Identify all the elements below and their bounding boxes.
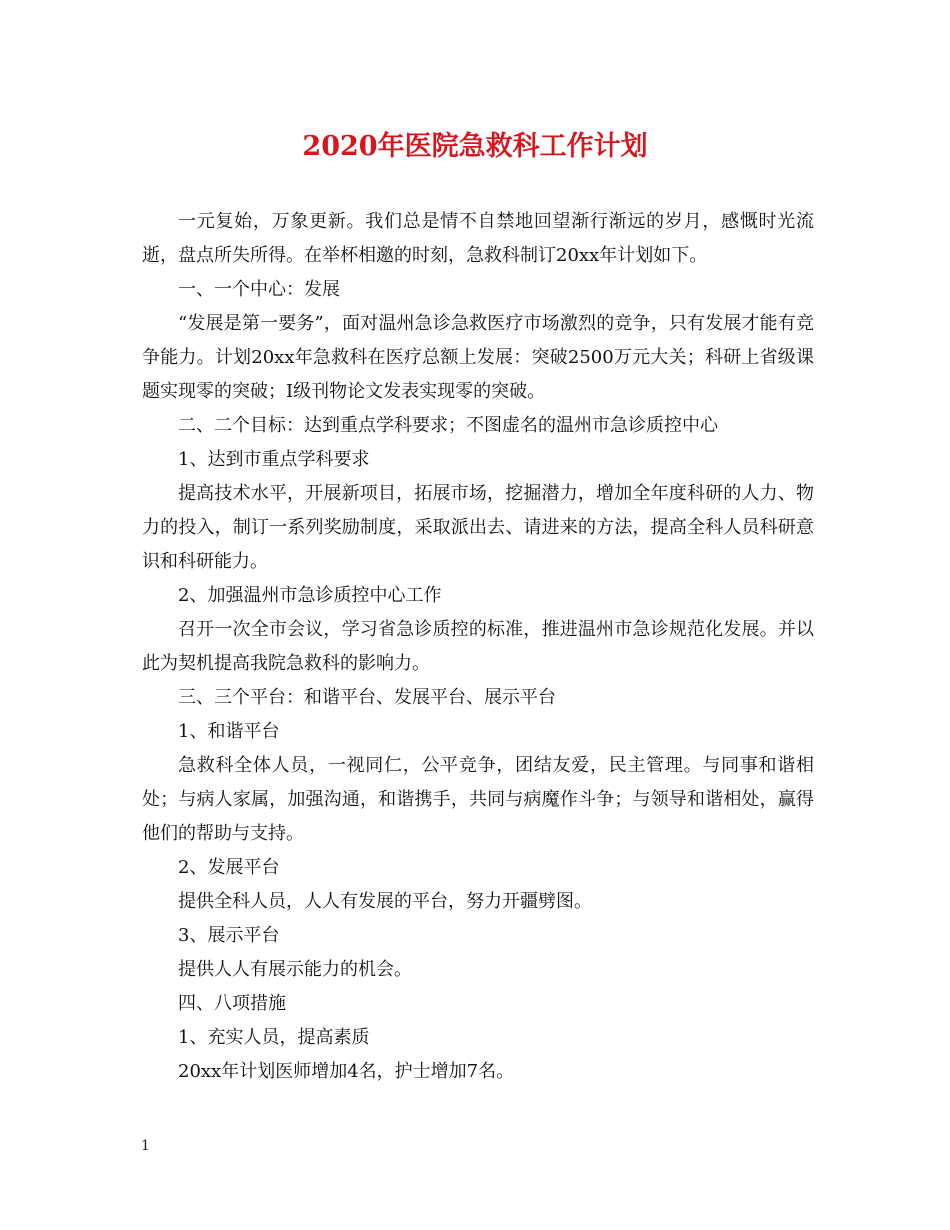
subheading-quality-center: 2、加强温州市急诊质控中心工作 [178, 585, 442, 606]
paragraph-development-platform: 提供全科人员，人人有发展的平台，努力开疆劈图。 [178, 891, 592, 912]
subheading-key-discipline: 1、达到市重点学科要求 [178, 449, 370, 470]
paragraph-key-discipline: 提高技术水平，开展新项目，拓展市场，挖掘潜力，增加全年度科研的人力、物力的投入，制订一系列奖励制度，采取派出去、请进来的方法，提高全科人员科研意识和科研能力。 [142, 483, 814, 572]
document-body [142, 205, 814, 1089]
heading-two-goals: 二、二个目标：达到重点学科要求；不图虚名的温州市急诊质控中心 [178, 415, 718, 436]
heading-one-center: 一、一个中心：发展 [178, 279, 340, 300]
subheading-showcase-platform: 3、展示平台 [178, 925, 280, 946]
paragraph-harmony-platform: 急救科全体人员，一视同仁，公平竞争，团结友爱，民主管理。与同事和谐相处；与病人家属，加强沟通，和谐携手，共同与病魔作斗争；与领导和谐相处，赢得他们的帮助与支持。 [142, 755, 814, 844]
heading-three-platforms: 三、三个平台：和谐平台、发展平台、展示平台 [178, 687, 556, 708]
subheading-harmony-platform: 1、和谐平台 [178, 721, 280, 742]
paragraph-staffing: 20xx年计划医师增加4名，护士增加7名。 [178, 1061, 515, 1082]
subheading-development-platform: 2、发展平台 [178, 857, 280, 878]
page-number: 1 [141, 1138, 150, 1154]
paragraph-development: “发展是第一要务”，面对温州急诊急救医疗市场激烈的竞争，只有发展才能有竞争能力。计划20xx年急救科在医疗总额上发展：突破2500万元大关；科研上省级课题实现零的突破；Ⅰ级刊物论文发表实现零的突破。 [142, 313, 814, 402]
subheading-staffing: 1、充实人员，提高素质 [178, 1027, 370, 1048]
paragraph-intro: 一元复始，万象更新。我们总是情不自禁地回望渐行渐远的岁月，感慨时光流逝，盘点所失所得。在举杯相邀的时刻，急救科制订20xx年计划如下。 [142, 211, 814, 266]
paragraph-showcase-platform: 提供人人有展示能力的机会。 [178, 959, 412, 980]
heading-eight-measures: 四、八项措施 [178, 993, 286, 1014]
document-title: 2020年医院急救科工作计划 [302, 131, 648, 162]
paragraph-quality-center: 召开一次全市会议，学习省急诊质控的标准，推进温州市急诊规范化发展。并以此为契机提高我院急救科的影响力。 [142, 619, 814, 674]
